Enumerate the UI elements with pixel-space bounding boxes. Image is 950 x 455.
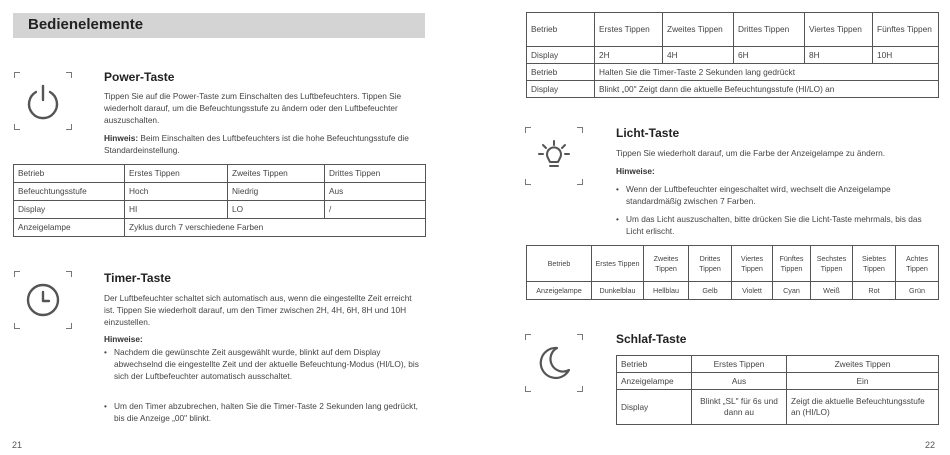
page-number-right: 22	[925, 440, 936, 450]
table-row: Display HI LO /	[14, 201, 426, 219]
table-row: Betrieb Halten Sie die Timer-Taste 2 Sekunden lang gedrückt	[527, 64, 939, 81]
clock-icon	[14, 271, 72, 329]
table-row: Display Blinkt „00" Zeigt dann die aktuelle Befeuchtungsstufe (HI/LO) an	[527, 81, 939, 98]
timer-table	[526, 12, 939, 98]
table-row: Anzeigelampe Zyklus durch 7 verschiedene Farben	[14, 219, 426, 237]
table-row: Befeuchtungsstufe Hoch Niedrig Aus	[14, 183, 426, 201]
power-description: Tippen Sie auf die Power-Taste zum Einschalten des Luftbefeuchters. Tippen Sie wiederholt darauf, um die Befeuchtungsstufe zu ändern oder den Luftbefeuchter auszuschalten.	[104, 91, 402, 125]
table-row: Display Blinkt „SL" für 6s und dann au Zeigt die aktuelle Befeuchtungsstufe an (HI/LO)	[617, 390, 939, 425]
timer-hint-1: • Nachdem die gewünschte Zeit ausgewählt wurde, blinkt auf dem Display abwechselnd die eingestellte Zeit und der aktuelle Befeuchtung-Modus (HI/LO), bis sich der Luftbefeuchter automatisch ausschaltet.	[104, 346, 422, 382]
timer-title: Timer-Taste	[104, 271, 171, 285]
power-icon	[14, 72, 72, 130]
power-hint: Hinweis: Beim Einschalten des Luftbefeuchters ist die hohe Befeuchtungsstufe die Standardeinstellung.	[104, 133, 409, 155]
power-title: Power-Taste	[104, 70, 175, 84]
page-number-left: 21	[12, 440, 23, 450]
light-hint-2: • Um das Licht auszuschalten, bitte drücken Sie die Licht-Taste mehrmals, bis das Licht erlischt.	[616, 213, 926, 237]
table-row: Betrieb Erstes Tippen Zweites Tippen	[617, 356, 939, 373]
table-row: Display 2H 4H 6H 8H 10H	[527, 47, 939, 64]
lightbulb-icon	[525, 127, 583, 185]
light-table	[526, 245, 939, 300]
table-row: Betrieb Erstes Tippen Zweites Tippen Drittes Tippen	[14, 165, 426, 183]
light-title: Licht-Taste	[616, 126, 680, 140]
moon-icon	[525, 334, 583, 392]
table-row: Betrieb Erstes Tippen Zweites Tippen Drittes Tippen Viertes Tippen Fünftes Tippen Sechstes Tippen Siebtes Tippen Achtes Tippen	[527, 246, 939, 282]
light-hints-title: Hinweise:	[616, 166, 655, 176]
sleep-table	[616, 355, 939, 425]
power-table	[13, 164, 426, 237]
table-row: Anzeigelampe Aus Ein	[617, 373, 939, 390]
timer-hint-2: • Um den Timer abzubrechen, halten Sie die Timer-Taste 2 Sekunden lang gedrückt, bis die Anzeige „00" blinkt.	[104, 400, 422, 424]
sleep-title: Schlaf-Taste	[616, 332, 687, 346]
page-title: Bedienelemente	[28, 16, 144, 33]
timer-hints-title: Hinweise:	[104, 334, 143, 344]
timer-description: Der Luftbefeuchter schaltet sich automatisch aus, wenn die eingestellte Zeit erreicht ist. Tippen Sie wiederholt darauf, um den Timer zwischen 2H, 4H, 6H, 8H und 10H einzustellen.	[104, 293, 412, 327]
light-description: Tippen Sie wiederholt darauf, um die Farbe der Anzeigelampe zu ändern.	[616, 148, 886, 158]
table-row: Anzeigelampe Dunkelblau Hellblau Gelb Violett Cyan Weiß Rot Grün	[527, 282, 939, 300]
table-row: Betrieb Erstes Tippen Zweites Tippen Drittes Tippen Viertes Tippen Fünftes Tippen	[527, 13, 939, 47]
light-hint-1: • Wenn der Luftbefeuchter eingeschaltet wird, wechselt die Anzeigelampe standardmäßig zwischen 7 Farben.	[616, 183, 926, 207]
